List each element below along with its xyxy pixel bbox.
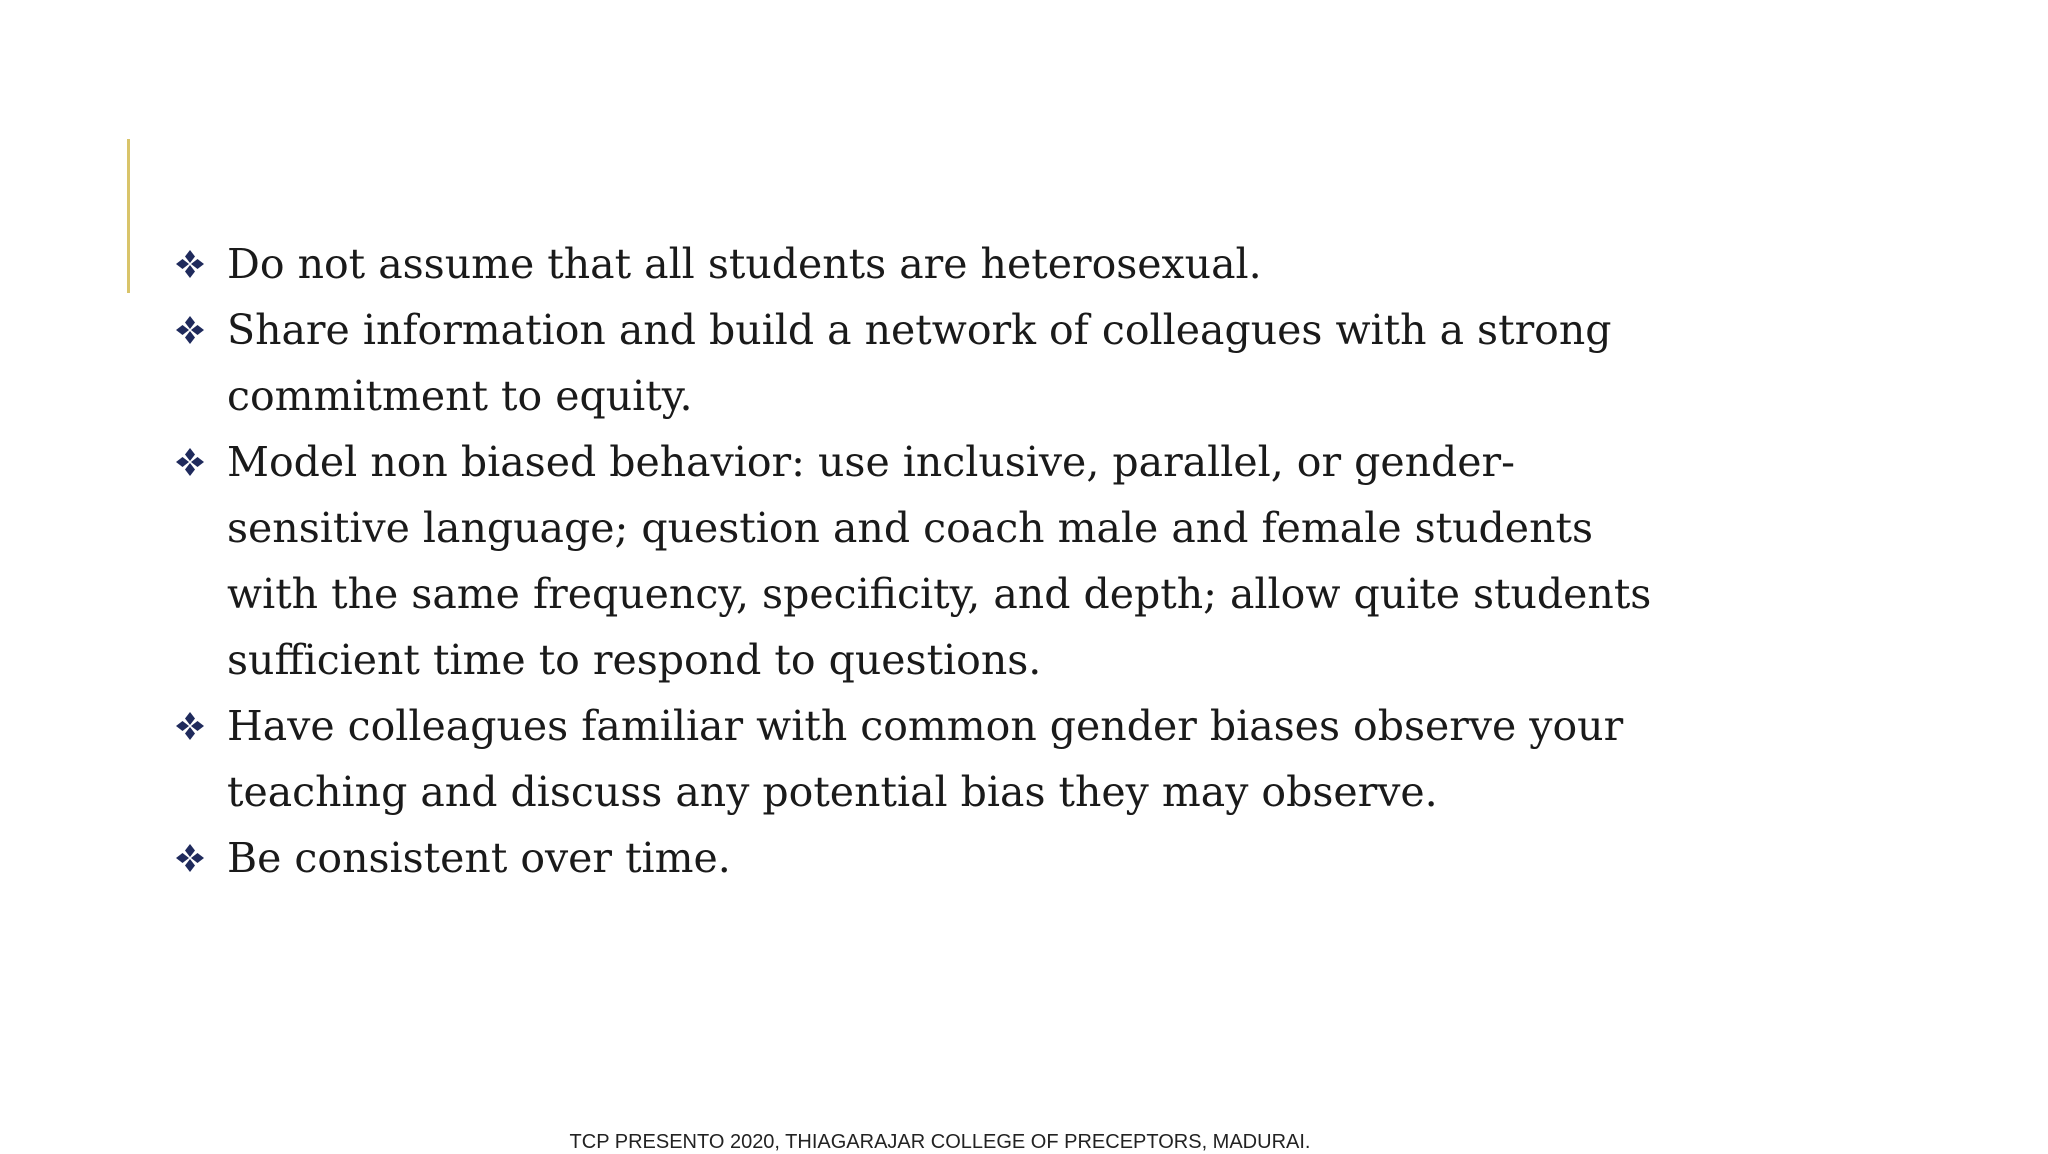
four-diamond-icon xyxy=(175,231,213,297)
bullet-text: Have colleagues familiar with common gender biases observe your teaching and discuss any potential bias they may observe. xyxy=(227,702,1624,816)
bullet-text: Model non biased behavior: use inclusive, parallel, or gender-sensitive language; question and coach male and female students with the same frequency, specificity, and depth; allow quite students sufficient time to respond to questions. xyxy=(227,438,1652,684)
bullet-item xyxy=(175,429,1655,693)
four-diamond-icon xyxy=(175,297,213,363)
bullet-item xyxy=(175,297,1655,429)
bullet-item xyxy=(175,231,1655,297)
bullet-list xyxy=(175,231,1655,891)
bullet-item xyxy=(175,825,1655,891)
four-diamond-icon xyxy=(175,825,213,891)
four-diamond-icon xyxy=(175,429,213,495)
bullet-text: Be consistent over time. xyxy=(227,834,731,882)
footer-text: TCP PRESENTO 2020, THIAGARAJAR COLLEGE OF PRECEPTORS, MADURAI. xyxy=(569,1131,1311,1153)
bullet-item xyxy=(175,693,1655,825)
bullet-text: Do not assume that all students are heterosexual. xyxy=(227,240,1262,288)
accent-bar xyxy=(127,139,130,293)
bullet-text: Share information and build a network of colleagues with a strong commitment to equity. xyxy=(227,306,1612,420)
four-diamond-icon xyxy=(175,693,213,759)
